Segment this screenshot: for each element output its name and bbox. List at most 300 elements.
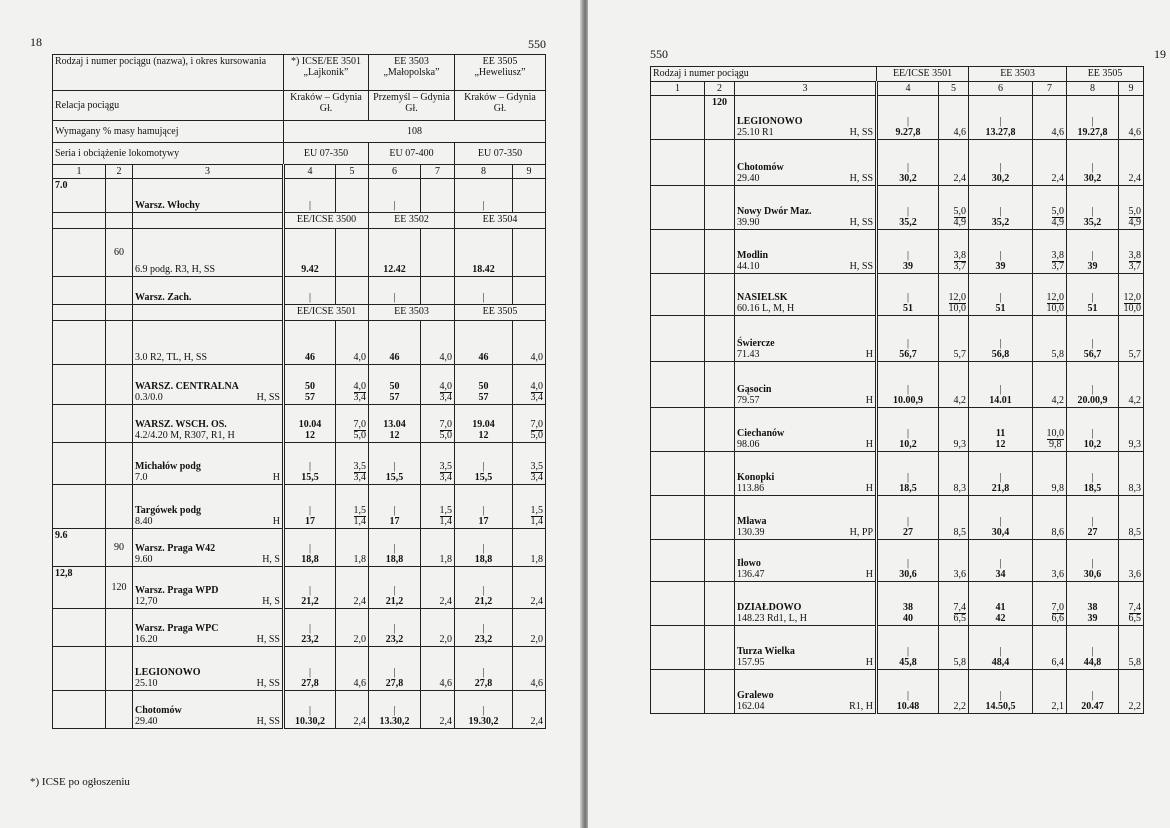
train-type-label: Rodzaj i numer pociągu (nazwa), i okres kursowania	[53, 55, 284, 91]
run-time: 3,6	[953, 569, 967, 580]
departure-time: 18,8	[301, 554, 319, 565]
run-time-cell	[421, 365, 455, 405]
run-time: 5,7	[1128, 349, 1142, 360]
time-cell	[455, 443, 513, 485]
timetable-row	[53, 647, 546, 691]
time-cell	[969, 626, 1033, 670]
station-km-line	[737, 569, 873, 580]
run-time: 4,0	[439, 352, 452, 363]
time-cell	[369, 691, 421, 729]
run-time-cell	[513, 691, 546, 729]
km-line-cell	[651, 452, 705, 496]
run-time-lower: 5,0	[353, 430, 366, 441]
arrival-time: 38	[903, 602, 914, 613]
run-time: 3,6	[1051, 569, 1065, 580]
station-name-line	[737, 428, 873, 439]
column-number: 6	[969, 82, 1033, 96]
pass-through-mark: |	[907, 472, 910, 483]
left-timetable	[52, 54, 546, 729]
pass-through-mark: |	[393, 623, 396, 634]
run-time-lower: 9,8	[1049, 439, 1062, 450]
km-line-cell	[651, 186, 705, 230]
run-time-fraction	[531, 420, 544, 441]
column-number: 3	[735, 82, 877, 96]
run-time: 4,6	[1051, 127, 1065, 138]
departure-time: 39	[1087, 261, 1098, 272]
station-km: 16.20	[135, 634, 158, 645]
station-name-line	[135, 200, 280, 211]
run-time-cell	[1119, 362, 1144, 408]
run-time-cell	[421, 405, 455, 443]
time-cell	[455, 365, 513, 405]
timetable-row	[651, 408, 1144, 452]
arrival-time: 11	[995, 428, 1006, 439]
run-time-cell	[1033, 274, 1067, 316]
station-km-line	[737, 217, 873, 228]
station-cell	[133, 567, 284, 609]
station-km-line	[737, 527, 873, 538]
station-name: Modlin	[737, 250, 769, 261]
timetable-row	[651, 362, 1144, 408]
station-cell	[735, 452, 877, 496]
time-cell	[969, 582, 1033, 626]
run-time-cell	[939, 274, 969, 316]
pass-through-mark: |	[907, 206, 910, 217]
time-cell	[284, 405, 336, 443]
run-time-cell	[1119, 408, 1144, 452]
time-cell	[284, 567, 336, 609]
time-cell	[369, 179, 421, 213]
run-time: 5,8	[1051, 349, 1065, 360]
subheader-train: EE/ICSE 3501	[284, 305, 369, 321]
station-km: 162.04	[737, 701, 765, 712]
pass-through-mark: |	[1091, 338, 1094, 349]
run-time-upper: 10,0	[1046, 428, 1065, 439]
km-line-cell	[53, 443, 106, 485]
departure-time: 44,8	[1083, 657, 1102, 668]
pass-through-mark: |	[907, 646, 910, 657]
empty-cell	[106, 213, 133, 229]
run-time-fraction	[949, 293, 967, 314]
run-time-lower: 10,0	[948, 303, 967, 314]
departure-time: 10.30,2	[295, 716, 325, 727]
station-name-line	[737, 338, 873, 349]
time-cell	[1067, 140, 1119, 186]
station-flags: R1, H	[849, 701, 874, 712]
departure-time: 30,2	[899, 173, 917, 184]
run-time: 1,8	[439, 554, 452, 565]
station-name: WARSZ. CENTRALNA	[135, 381, 239, 392]
station-name: Warsz. Włochy	[135, 200, 200, 211]
run-time-lower: 5,0	[530, 430, 543, 441]
station-cell	[735, 496, 877, 540]
column-number: 9	[513, 165, 546, 179]
subheader-train: EE 3502	[369, 213, 455, 229]
subheader-row	[53, 305, 546, 321]
run-time-cell	[421, 179, 455, 213]
station-km-line	[737, 701, 873, 712]
run-time: 4,6	[1128, 127, 1142, 138]
run-time-cell	[336, 229, 369, 277]
run-time-cell	[1119, 626, 1144, 670]
station-km: 39.90	[737, 217, 760, 228]
timetable-row	[53, 443, 546, 485]
timetable-row	[651, 274, 1144, 316]
station-cell	[133, 647, 284, 691]
pass-through-mark: |	[308, 585, 311, 596]
timetable-row	[53, 405, 546, 443]
station-name: LEGIONOWO	[135, 667, 201, 678]
empty-cell	[106, 305, 133, 321]
station-km: 29.40	[737, 173, 760, 184]
station-km-line	[737, 173, 873, 184]
station-km: 148.23 Rd1, L, H	[737, 613, 807, 624]
station-km-line	[135, 716, 280, 727]
run-time-cell	[939, 452, 969, 496]
timetable-row	[651, 230, 1144, 274]
run-time-lower: 3,4	[439, 392, 452, 403]
station-name-line	[135, 667, 280, 678]
km-line-cell	[651, 96, 705, 140]
run-time-upper: 4,0	[530, 381, 543, 392]
run-time-cell	[336, 485, 369, 529]
station-name: DZIAŁDOWO	[737, 602, 802, 613]
run-time-fraction	[954, 603, 967, 624]
run-time-lower: 5,0	[439, 430, 452, 441]
station-name-line	[135, 461, 280, 472]
station-km-line	[737, 303, 873, 314]
run-time-cell	[336, 365, 369, 405]
departure-time: 30,4	[991, 527, 1010, 538]
run-time-cell	[421, 443, 455, 485]
arrival-time: 9.42	[301, 264, 319, 275]
departure-time: 18,8	[385, 554, 404, 565]
km-line-cell	[53, 321, 106, 365]
run-time: 4,6	[530, 678, 543, 689]
km-line-cell	[53, 647, 106, 691]
run-time-fraction	[531, 382, 544, 403]
run-time-cell	[421, 567, 455, 609]
time-cell	[369, 567, 421, 609]
train-1-header: *) ICSE/EE 3501 „Lajkonik”	[284, 55, 369, 91]
station-cell	[133, 529, 284, 567]
departure-time: 14.50,5	[985, 701, 1016, 712]
run-time-upper: 5,0	[1128, 206, 1142, 217]
pass-through-mark: |	[999, 558, 1002, 569]
pass-through-mark: |	[308, 292, 311, 303]
departure-time: 35,2	[1083, 217, 1102, 228]
station-flags: H	[272, 472, 280, 483]
time-cell	[455, 647, 513, 691]
km-cell: 60	[106, 229, 133, 277]
train-1-relation: Kraków – Gdynia Gł.	[284, 91, 369, 121]
departure-time: 13.27,8	[985, 127, 1016, 138]
pass-through-mark: |	[999, 206, 1002, 217]
column-number: 8	[1067, 82, 1119, 96]
station-name-line	[135, 543, 280, 554]
run-time-lower: 4,9	[1128, 217, 1142, 228]
run-time-fraction	[1124, 293, 1142, 314]
pass-through-mark: |	[1091, 384, 1094, 395]
timetable-row	[651, 316, 1144, 362]
run-time-cell	[513, 647, 546, 691]
departure-time: 57	[478, 392, 489, 403]
run-time-upper: 7,0	[1051, 602, 1065, 613]
run-time-cell	[513, 179, 546, 213]
station-name: Chotomów	[737, 162, 784, 173]
brake-label: Wymagany % masy hamującej	[53, 121, 284, 143]
km-cell	[106, 443, 133, 485]
pass-through-mark: |	[999, 646, 1002, 657]
run-time-cell	[1033, 496, 1067, 540]
train-3-header: EE 3505 „Heweliusz”	[455, 55, 546, 91]
arrival-time: 46	[389, 352, 400, 363]
station-cell	[133, 485, 284, 529]
station-name: Warsz. Praga W42	[135, 543, 216, 554]
station-name-line	[737, 602, 873, 613]
column-number: 4	[877, 82, 939, 96]
run-time-fraction	[954, 251, 967, 272]
departure-time: 14.01	[989, 395, 1012, 406]
run-time-fraction	[354, 382, 367, 403]
pass-through-mark: |	[1091, 646, 1094, 657]
pass-through-mark: |	[393, 705, 396, 716]
run-time: 2,4	[953, 173, 967, 184]
run-time-cell	[421, 321, 455, 365]
departure-time: 34	[995, 569, 1006, 580]
departure-time: 20.00,9	[1077, 395, 1108, 406]
time-cell	[969, 670, 1033, 714]
run-time: 1,8	[530, 554, 543, 565]
station-cell	[735, 274, 877, 316]
run-time-cell	[513, 277, 546, 305]
departure-time: 51	[995, 303, 1006, 314]
km-line-cell	[53, 691, 106, 729]
time-cell	[1067, 582, 1119, 626]
run-time-upper: 12,0	[1123, 292, 1142, 303]
departure-time: 19.27,8	[1077, 127, 1108, 138]
run-time-upper: 7,4	[1128, 602, 1142, 613]
time-cell	[1067, 96, 1119, 140]
run-time-cell	[336, 609, 369, 647]
pass-through-mark: |	[907, 116, 910, 127]
pass-through-mark: |	[1091, 472, 1094, 483]
arrival-time: 12.42	[383, 264, 406, 275]
run-time-cell	[421, 529, 455, 567]
run-time-fraction	[440, 462, 453, 483]
station-cell	[133, 229, 284, 277]
pass-through-mark: |	[393, 505, 396, 516]
run-time-upper: 7,0	[353, 419, 366, 430]
km-line-cell	[651, 408, 705, 452]
time-cell	[969, 362, 1033, 408]
departure-time: 21,2	[301, 596, 319, 607]
column-number: 7	[1033, 82, 1067, 96]
time-cell	[877, 96, 939, 140]
station-name-line	[737, 384, 873, 395]
station-km: 0.3/0.0	[135, 392, 163, 403]
km-cell	[106, 179, 133, 213]
train-2-relation: Przemyśl – Gdynia Gł.	[369, 91, 455, 121]
station-cell	[735, 362, 877, 408]
run-time-fraction	[440, 382, 453, 403]
run-time-cell	[939, 540, 969, 582]
time-cell	[969, 316, 1033, 362]
station-km: 3.0 R2, TL, H, SS	[135, 352, 208, 363]
station-cell	[735, 540, 877, 582]
run-time-cell	[336, 443, 369, 485]
departure-time: 30,2	[1083, 173, 1102, 184]
time-cell	[969, 540, 1033, 582]
arrival-time: 41	[995, 602, 1006, 613]
run-time: 2,2	[953, 701, 967, 712]
timetable-row	[53, 485, 546, 529]
arrival-time: 10.04	[298, 419, 322, 430]
train-2-loco: EU 07-400	[369, 143, 455, 165]
footnote: *) ICSE po ogłoszeniu	[30, 776, 130, 788]
time-cell	[455, 529, 513, 567]
arrival-time: 38	[1087, 602, 1098, 613]
time-cell	[455, 485, 513, 529]
run-time: 8,5	[953, 527, 967, 538]
pass-through-mark: |	[393, 292, 396, 303]
station-flags: H	[865, 657, 874, 668]
departure-time: 57	[389, 392, 400, 403]
departure-time: 23,2	[301, 634, 319, 645]
station-name-line	[135, 705, 280, 716]
timetable-number: 550	[650, 47, 668, 61]
run-time-cell	[421, 691, 455, 729]
timetable-row	[651, 140, 1144, 186]
run-time-lower: 6,6	[1051, 613, 1065, 624]
run-time-upper: 1,5	[530, 505, 543, 516]
run-time-cell	[421, 485, 455, 529]
run-time: 8,3	[1128, 483, 1142, 494]
run-time-fraction	[954, 207, 967, 228]
departure-time: 23,2	[385, 634, 404, 645]
run-time-cell	[939, 230, 969, 274]
station-name-line	[737, 558, 873, 569]
run-time-fraction	[354, 420, 367, 441]
time-cell	[369, 443, 421, 485]
run-time-cell	[939, 496, 969, 540]
station-flags: H	[865, 439, 874, 450]
departure-time: 18,5	[899, 483, 917, 494]
departure-time: 17	[305, 516, 315, 527]
run-time-cell	[421, 229, 455, 277]
time-cell	[969, 186, 1033, 230]
run-time: 4,6	[953, 127, 967, 138]
departure-time: 56,8	[991, 349, 1010, 360]
departure-time: 56,7	[899, 349, 917, 360]
run-time: 2,4	[1128, 173, 1142, 184]
km-line-cell	[53, 277, 106, 305]
train-3-loco: EU 07-350	[455, 143, 546, 165]
pass-through-mark: |	[1091, 558, 1094, 569]
departure-time: 12	[305, 430, 315, 441]
departure-time: 23,2	[474, 634, 493, 645]
pass-through-mark: |	[393, 585, 396, 596]
run-time: 2,4	[439, 596, 452, 607]
run-time-cell	[1033, 626, 1067, 670]
pass-through-mark: |	[482, 667, 485, 678]
departure-time: 9.27,8	[895, 127, 921, 138]
run-time: 2,4	[530, 596, 543, 607]
run-time-fraction	[1129, 207, 1142, 228]
pass-through-mark: |	[1091, 250, 1094, 261]
timetable-row	[53, 365, 546, 405]
time-cell	[455, 405, 513, 443]
run-time-cell	[513, 229, 546, 277]
empty-cell	[133, 305, 284, 321]
station-km: 113.86	[737, 483, 765, 494]
run-time-cell	[1119, 670, 1144, 714]
km-cell	[106, 405, 133, 443]
column-number: 3	[133, 165, 284, 179]
pass-through-mark: |	[482, 200, 485, 211]
timetable-row	[53, 229, 546, 277]
departure-time: 21,2	[385, 596, 404, 607]
time-cell	[877, 408, 939, 452]
km-cell	[106, 321, 133, 365]
page-number: 19	[1154, 47, 1166, 61]
km-line-cell	[651, 274, 705, 316]
empty-cell	[53, 213, 106, 229]
run-time: 3,6	[1128, 569, 1142, 580]
pass-through-mark: |	[907, 428, 910, 439]
time-cell	[877, 362, 939, 408]
time-cell	[369, 485, 421, 529]
station-cell	[133, 443, 284, 485]
station-km: 9.60	[135, 554, 153, 565]
run-time-cell	[1119, 496, 1144, 540]
timetable-row	[651, 582, 1144, 626]
timetable-row	[651, 452, 1144, 496]
km-line-cell	[651, 316, 705, 362]
arrival-time: 50	[478, 381, 489, 392]
run-time-cell	[421, 277, 455, 305]
km-cell: 120	[705, 96, 735, 140]
departure-time: 39	[995, 261, 1006, 272]
km-cell: 120	[106, 567, 133, 609]
run-time: 5,8	[1128, 657, 1142, 668]
run-time-cell	[1033, 540, 1067, 582]
arrival-time: 50	[305, 381, 315, 392]
pass-through-mark: |	[308, 200, 311, 211]
station-name-line	[135, 292, 280, 303]
station-flags: H, SS	[849, 127, 874, 138]
run-time-cell	[1033, 452, 1067, 496]
column-number: 2	[705, 82, 735, 96]
station-name: Turza Wielka	[737, 646, 795, 657]
km-line-cell	[651, 670, 705, 714]
departure-time: 21,8	[991, 483, 1010, 494]
time-cell	[877, 540, 939, 582]
run-time-cell	[939, 670, 969, 714]
run-time-cell	[336, 179, 369, 213]
timetable-row	[53, 691, 546, 729]
pass-through-mark: |	[308, 667, 311, 678]
timetable-row	[53, 609, 546, 647]
run-time-lower: 1,4	[439, 516, 452, 527]
km-cell	[106, 647, 133, 691]
column-number: 2	[106, 165, 133, 179]
km-line-cell	[651, 140, 705, 186]
station-km: 12,70	[135, 596, 158, 607]
station-km: 71.43	[737, 349, 760, 360]
timetable-number: 550	[528, 37, 546, 51]
column-number: 1	[53, 165, 106, 179]
